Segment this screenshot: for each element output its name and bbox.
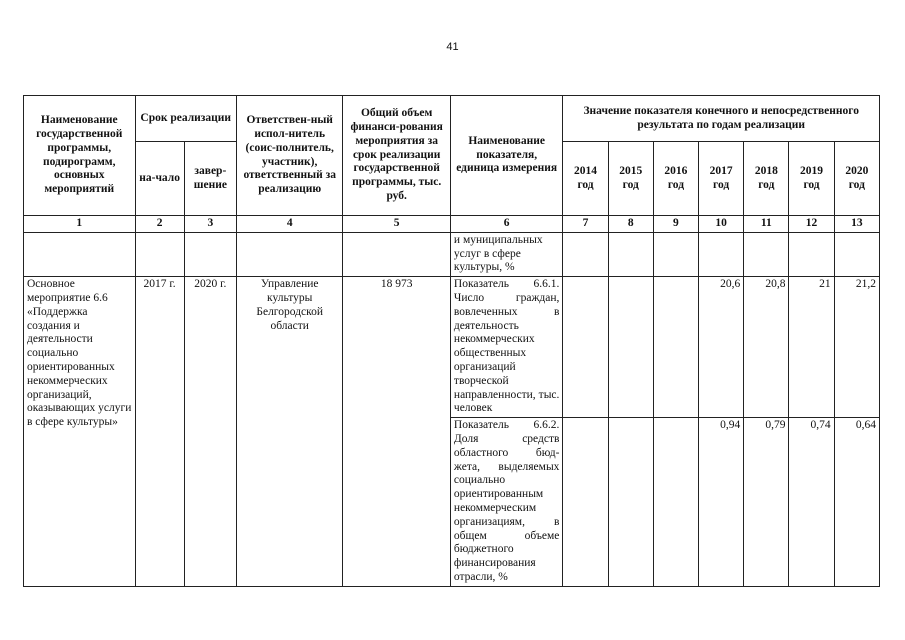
column-number: 5 xyxy=(343,216,450,233)
indicator-value xyxy=(653,277,698,418)
activity-end: 2020 г. xyxy=(184,277,236,587)
indicator-name: Показатель 6.6.2. Доля средств областного бюд-жета, выделяемых социально ориентированным некоммерческим организациям, в общем объеме бюджетного финансирования отрасли, % xyxy=(450,418,563,587)
header-name: Наименование государственной программы, подирограмм, основных мероприятий xyxy=(24,96,136,216)
header-volume: Общий объем финанси-рования мероприятия за срок реализации государственной программы, тыс. руб. xyxy=(343,96,450,216)
indicator-value: 0,74 xyxy=(789,418,834,587)
activity-name: Основное мероприятие 6.6 «Поддержка создания и деятельности социально ориентированных некоммерческих организаций, оказывающих услуги в сфере культуры» xyxy=(24,277,136,587)
activity-volume: 18 973 xyxy=(343,277,450,587)
header-indicator: Наименование показателя, единица измерения xyxy=(450,96,563,216)
column-number: 9 xyxy=(653,216,698,233)
column-number: 1 xyxy=(24,216,136,233)
header-year-2016: 2016 год xyxy=(653,142,698,216)
column-number: 12 xyxy=(789,216,834,233)
indicator-name: Показатель 6.6.1. Число граждан, вовлеченных в деятельность некоммерческих общественных организаций творческой направленности, тыс. человек xyxy=(450,277,563,418)
header-year-2017: 2017 год xyxy=(699,142,744,216)
column-number: 13 xyxy=(834,216,879,233)
column-number: 6 xyxy=(450,216,563,233)
column-number: 11 xyxy=(744,216,789,233)
indicator-value: 0,94 xyxy=(699,418,744,587)
column-number: 2 xyxy=(135,216,184,233)
column-number: 4 xyxy=(236,216,342,233)
indicator-row-1 xyxy=(24,277,880,418)
activity-responsible: Управление культуры Белгородской области xyxy=(236,277,342,587)
header-start: на-чало xyxy=(135,142,184,216)
activity-start: 2017 г. xyxy=(135,277,184,587)
indicator-value xyxy=(653,418,698,587)
header-period: Срок реализации xyxy=(135,96,236,142)
indicator-value: 21,2 xyxy=(834,277,879,418)
indicator-value: 20,6 xyxy=(699,277,744,418)
header-year-2020: 2020 год xyxy=(834,142,879,216)
continuation-text: и муниципальных услуг в сфере культуры, % xyxy=(450,232,563,276)
indicator-value: 20,8 xyxy=(744,277,789,418)
indicator-value: 0,79 xyxy=(744,418,789,587)
column-number: 3 xyxy=(184,216,236,233)
page-number: 41 xyxy=(446,41,459,53)
header-end: завер-шение xyxy=(184,142,236,216)
indicator-value xyxy=(608,418,653,587)
program-table xyxy=(23,95,880,587)
continuation-row xyxy=(24,232,880,276)
indicator-value xyxy=(608,277,653,418)
header-year-2018: 2018 год xyxy=(744,142,789,216)
header-year-2015: 2015 год xyxy=(608,142,653,216)
header-values-group: Значение показателя конечного и непосредственного результата по годам реализации xyxy=(563,96,880,142)
header-year-2014: 2014 год xyxy=(563,142,608,216)
column-number: 8 xyxy=(608,216,653,233)
column-number: 10 xyxy=(699,216,744,233)
indicator-value xyxy=(563,418,608,587)
header-responsible: Ответствен-ный испол-нитель (соис-полнитель, участник), ответственный за реализацию xyxy=(236,96,342,216)
header-year-2019: 2019 год xyxy=(789,142,834,216)
indicator-value xyxy=(563,277,608,418)
indicator-value: 0,64 xyxy=(834,418,879,587)
column-numbers-row xyxy=(24,216,880,233)
indicator-value: 21 xyxy=(789,277,834,418)
column-number: 7 xyxy=(563,216,608,233)
